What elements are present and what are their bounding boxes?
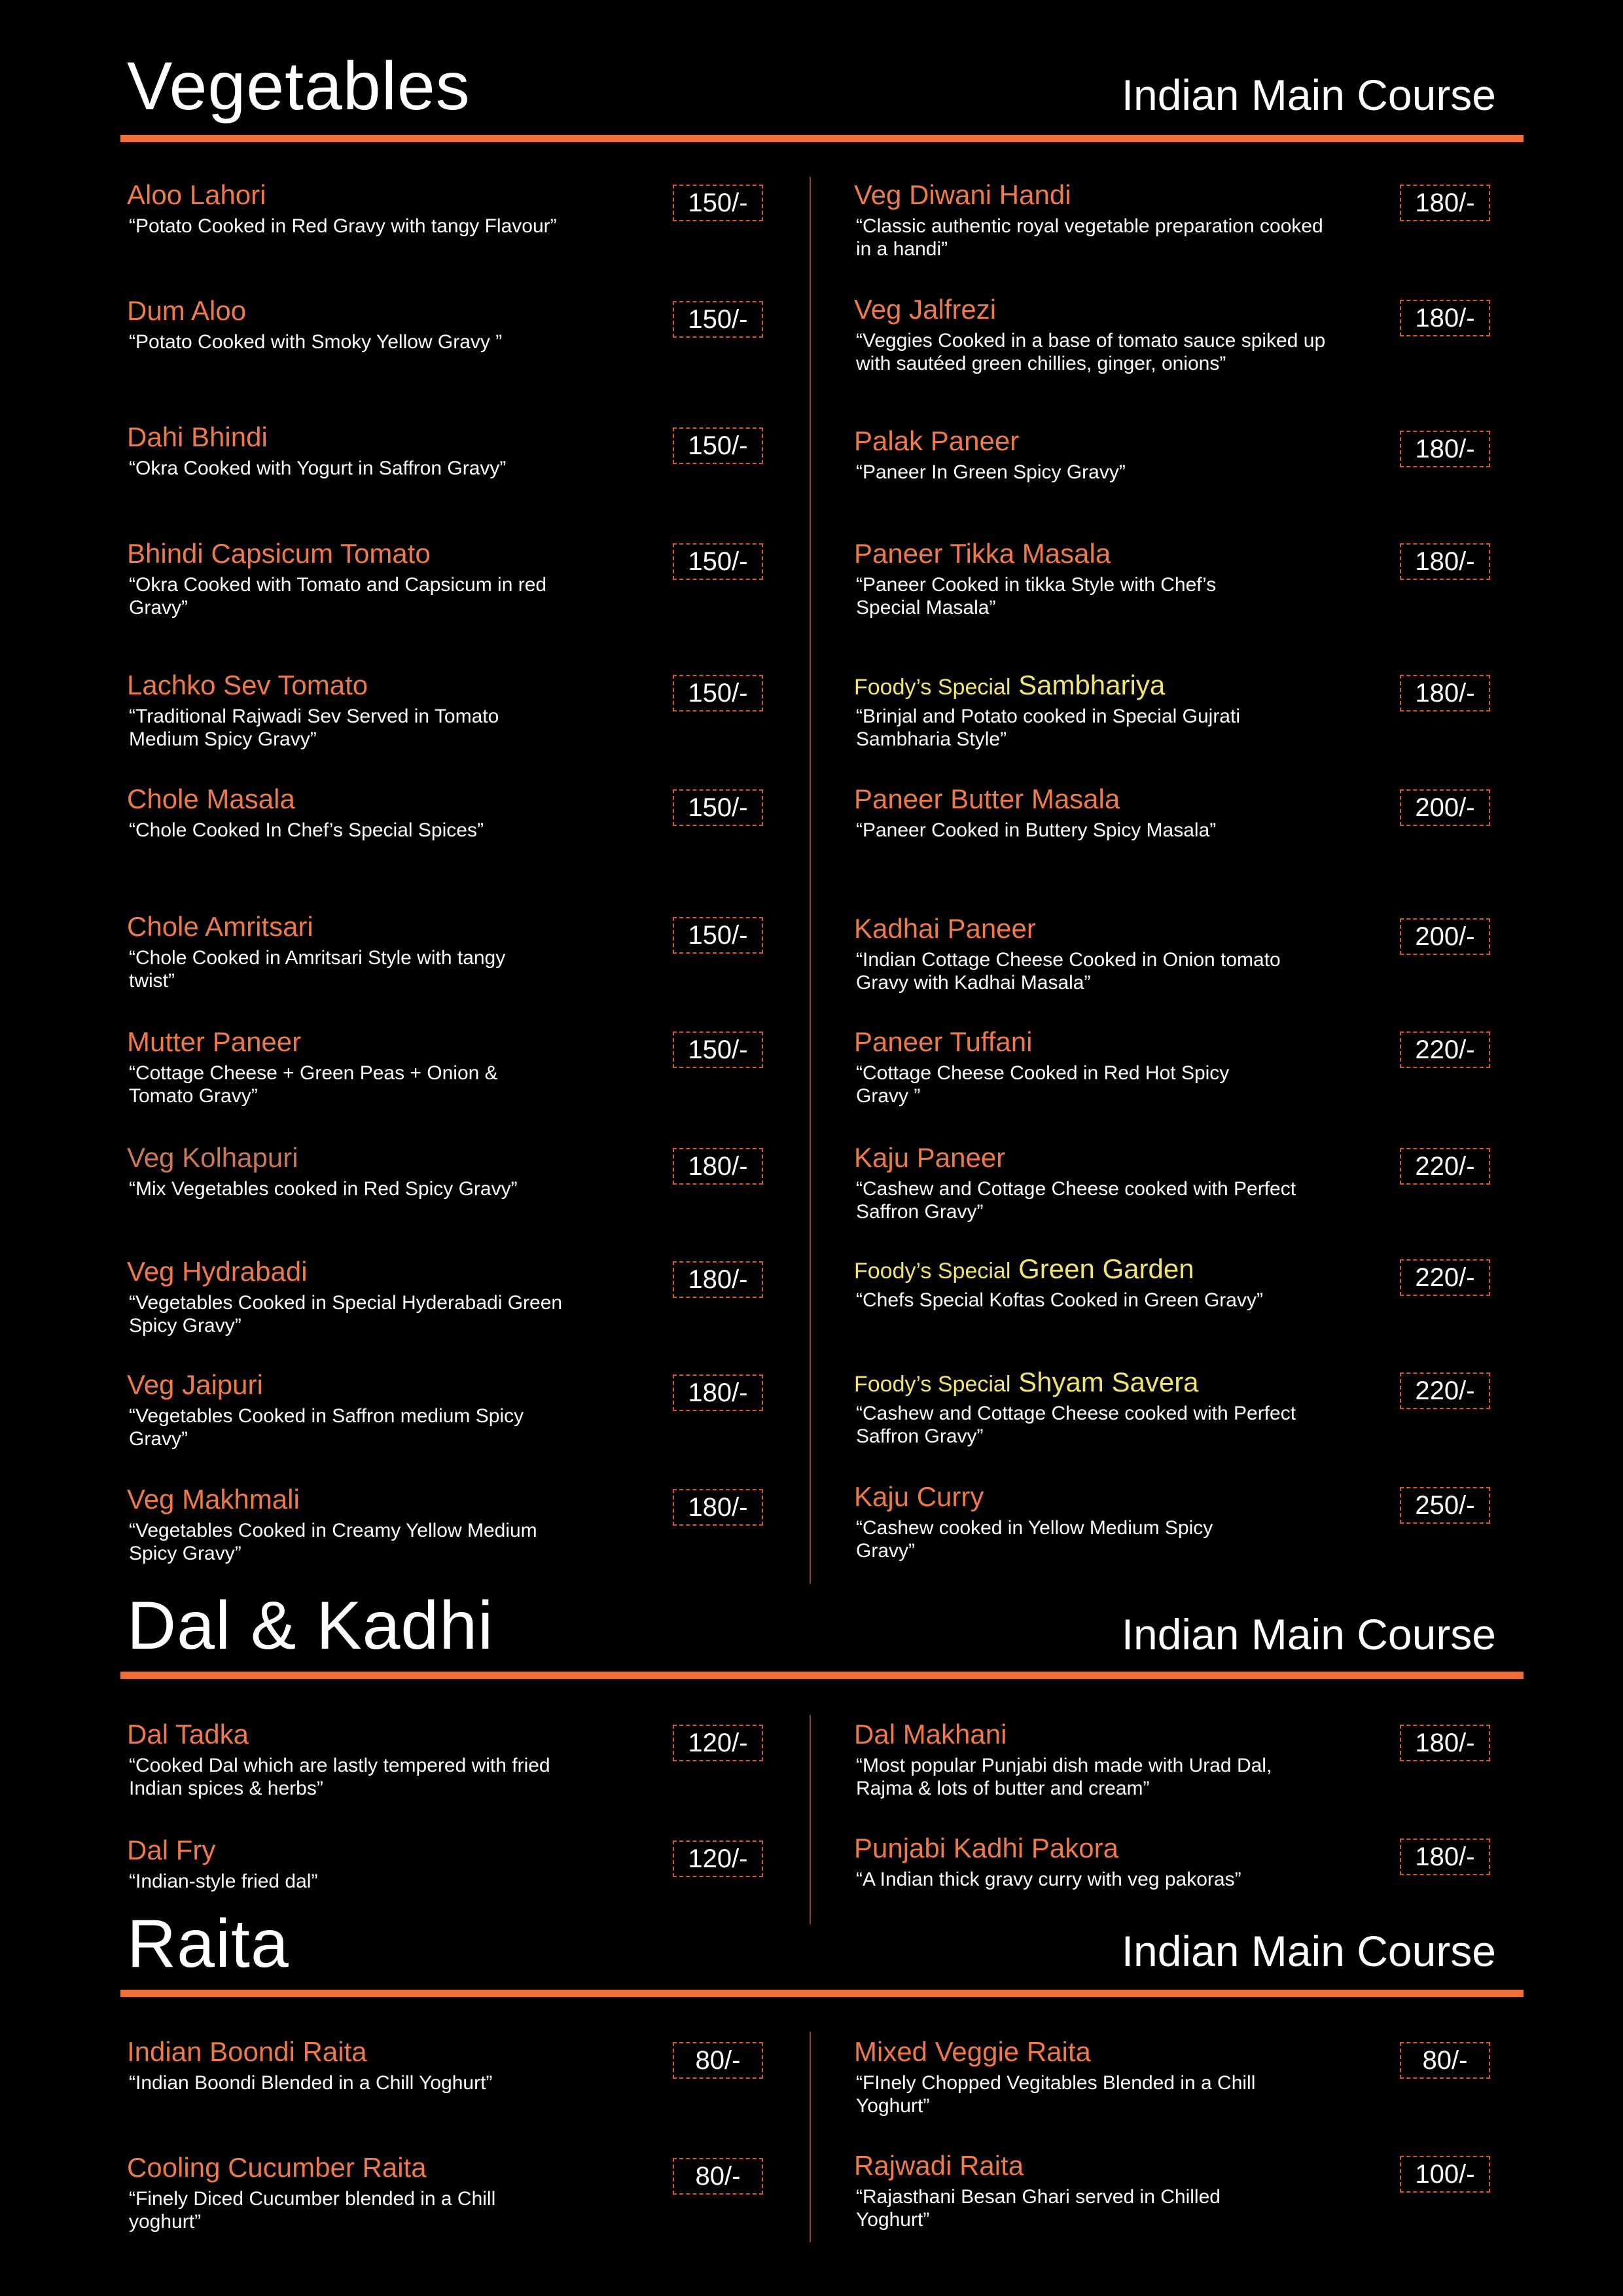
- item-name: Dal Fry: [127, 1835, 216, 1865]
- item-description: “Indian Boondi Blended in a Chill Yoghurt”: [129, 2072, 493, 2094]
- item-name: Mutter Paneer: [127, 1026, 302, 1057]
- section-dal-kadhi-title: Dal & Kadhi: [127, 1588, 494, 1664]
- item-description: “Veggies Cooked in a base of tomato sauce spiked up with sautéed green chillies, ginger, onions”: [856, 330, 1326, 375]
- item-price: 150/-: [673, 185, 763, 221]
- item-description: “Paneer Cooked in tikka Style with Chef’s Special Masala”: [856, 574, 1217, 619]
- item-name: Kaju Curry: [854, 1481, 984, 1512]
- item-description: “Chole Cooked in Amritsari Style with tangy twist”: [129, 947, 506, 992]
- special-name: Shyam Savera: [1018, 1367, 1199, 1397]
- item-price: 180/-: [673, 1261, 763, 1298]
- item-description: “Okra Cooked with Tomato and Capsicum in red Gravy”: [129, 574, 547, 619]
- item-name: Veg Jaipuri: [127, 1369, 263, 1400]
- item-name: Bhindi Capsicum Tomato: [127, 538, 431, 569]
- section-raita-subtitle: Indian Main Course: [1121, 1927, 1496, 1975]
- item-name: Rajwadi Raita: [854, 2150, 1024, 2181]
- section-dal-kadhi-rule: [120, 1672, 1524, 1679]
- item-price: 120/-: [673, 1840, 763, 1877]
- item-price: 220/-: [1400, 1148, 1490, 1185]
- special-name: Green Garden: [1018, 1253, 1194, 1284]
- section-vegetables-title: Vegetables: [127, 48, 471, 124]
- item-description: “Vegetables Cooked in Saffron medium Spicy Gravy”: [129, 1405, 524, 1450]
- item-price: 180/-: [1400, 1725, 1490, 1761]
- item-description: “Potato Cooked in Red Gravy with tangy Flavour”: [129, 215, 557, 238]
- item-name: Mixed Veggie Raita: [854, 2036, 1091, 2067]
- item-name: Dum Aloo: [127, 295, 247, 326]
- item-description: “Rajasthani Besan Ghari served in Chilled Yoghurt”: [856, 2186, 1221, 2231]
- section-vegetables-subtitle: Indian Main Course: [1121, 71, 1496, 119]
- item-name: Paneer Tikka Masala: [854, 538, 1111, 569]
- item-description: “Cashew and Cottage Cheese cooked with Perfect Saffron Gravy”: [856, 1403, 1296, 1448]
- item-description: “Potato Cooked with Smoky Yellow Gravy ”: [129, 331, 503, 353]
- special-prefix: Foody’s Special: [854, 1259, 1011, 1283]
- item-description: “Brinjal and Potato cooked in Special Gujrati Sambharia Style”: [856, 706, 1240, 751]
- item-price: 150/-: [673, 789, 763, 826]
- item-description: “Cottage Cheese + Green Peas + Onion & Tomato Gravy”: [129, 1062, 498, 1107]
- item-price: 150/-: [673, 543, 763, 580]
- item-description: “Finely Diced Cucumber blended in a Chill yoghurt”: [129, 2188, 496, 2233]
- item-name: Aloo Lahori: [127, 179, 266, 210]
- item-price: 180/-: [1400, 675, 1490, 711]
- item-description: “Cooked Dal which are lastly tempered with fried Indian spices & herbs”: [129, 1755, 550, 1800]
- section-dal-kadhi-subtitle: Indian Main Course: [1121, 1610, 1496, 1659]
- section-raita-title: Raita: [127, 1906, 289, 1982]
- item-description: “Most popular Punjabi dish made with Urad Dal, Rajma & lots of butter and cream”: [856, 1755, 1272, 1800]
- item-name: Palak Paneer: [854, 425, 1020, 456]
- item-description: “Indian-style fried dal”: [129, 1871, 318, 1893]
- item-name: Dal Tadka: [127, 1719, 249, 1749]
- item-description: “A Indian thick gravy curry with veg pakoras”: [856, 1869, 1241, 1891]
- item-price: 180/-: [1400, 185, 1490, 221]
- item-description: “FInely Chopped Vegitables Blended in a Chill Yoghurt”: [856, 2072, 1256, 2117]
- item-description: “Paneer Cooked in Buttery Spicy Masala”: [856, 819, 1217, 842]
- item-name: Veg Makhmali: [127, 1484, 300, 1515]
- item-name: Dahi Bhindi: [127, 422, 268, 452]
- item-price: 150/-: [673, 1031, 763, 1068]
- special-name: Sambhariya: [1018, 670, 1166, 700]
- item-price: 220/-: [1400, 1372, 1490, 1409]
- item-name: Veg Jalfrezi: [854, 294, 997, 325]
- special-prefix: Foody’s Special: [854, 1372, 1011, 1397]
- column-divider: [810, 177, 811, 1584]
- column-divider: [810, 2032, 811, 2242]
- item-name: Paneer Butter Masala: [854, 783, 1120, 814]
- item-price: 150/-: [673, 675, 763, 711]
- item-price: 150/-: [673, 427, 763, 464]
- item-price: 80/-: [673, 2158, 763, 2195]
- item-description: “Indian Cottage Cheese Cooked in Onion tomato Gravy with Kadhai Masala”: [856, 949, 1281, 994]
- item-description: “Chefs Special Koftas Cooked in Green Gravy”: [856, 1289, 1263, 1312]
- item-name: Kaju Paneer: [854, 1142, 1006, 1173]
- item-price: 200/-: [1400, 918, 1490, 955]
- item-price: 80/-: [1400, 2042, 1490, 2079]
- item-price: 220/-: [1400, 1031, 1490, 1068]
- item-name: Indian Boondi Raita: [127, 2036, 367, 2067]
- item-price: 120/-: [673, 1725, 763, 1761]
- item-description: “Cottage Cheese Cooked in Red Hot Spicy Gravy ”: [856, 1062, 1230, 1107]
- item-name: Punjabi Kadhi Pakora: [854, 1833, 1118, 1863]
- item-price: 150/-: [673, 301, 763, 338]
- item-price: 250/-: [1400, 1487, 1490, 1524]
- item-description: “Vegetables Cooked in Special Hyderabadi Green Spicy Gravy”: [129, 1292, 563, 1337]
- item-name: Chole Masala: [127, 783, 295, 814]
- item-price: 180/-: [673, 1374, 763, 1411]
- item-description: “Mix Vegetables cooked in Red Spicy Gravy”: [129, 1178, 518, 1200]
- item-price: 180/-: [1400, 1839, 1490, 1875]
- item-name: Dal Makhani: [854, 1719, 1007, 1749]
- item-price: 180/-: [673, 1489, 763, 1526]
- column-divider: [810, 1715, 811, 1924]
- item-description: “Paneer In Green Spicy Gravy”: [856, 461, 1126, 484]
- item-price: 150/-: [673, 917, 763, 954]
- item-name: Chole Amritsari: [127, 911, 313, 942]
- item-description: “Chole Cooked In Chef’s Special Spices”: [129, 819, 484, 842]
- item-name: Veg Kolhapuri: [127, 1142, 298, 1173]
- item-name: Paneer Tuffani: [854, 1026, 1033, 1057]
- item-description: “Vegetables Cooked in Creamy Yellow Medium Spicy Gravy”: [129, 1520, 537, 1565]
- item-description: “Cashew and Cottage Cheese cooked with Perfect Saffron Gravy”: [856, 1178, 1296, 1223]
- item-description: “Cashew cooked in Yellow Medium Spicy Gravy”: [856, 1517, 1213, 1562]
- item-name: Veg Hydrabadi: [127, 1256, 308, 1287]
- section-vegetables-rule: [120, 135, 1524, 142]
- item-price: 80/-: [673, 2042, 763, 2079]
- item-price: 180/-: [1400, 300, 1490, 336]
- item-description: “Okra Cooked with Yogurt in Saffron Gravy”: [129, 457, 507, 480]
- item-price: 180/-: [1400, 543, 1490, 580]
- item-name: Cooling Cucumber Raita: [127, 2152, 427, 2183]
- item-price: 200/-: [1400, 789, 1490, 826]
- item-description: “Classic authentic royal vegetable preparation cooked in a handi”: [856, 215, 1323, 260]
- special-prefix: Foody’s Special: [854, 675, 1011, 700]
- item-price: 180/-: [1400, 431, 1490, 467]
- item-name: Veg Diwani Handi: [854, 179, 1071, 210]
- item-name: Kadhai Paneer: [854, 913, 1036, 944]
- item-name: Lachko Sev Tomato: [127, 670, 368, 700]
- item-description: “Traditional Rajwadi Sev Served in Tomato Medium Spicy Gravy”: [129, 706, 499, 751]
- item-price: 100/-: [1400, 2156, 1490, 2193]
- item-price: 180/-: [673, 1148, 763, 1185]
- section-raita-rule: [120, 1990, 1524, 1997]
- item-price: 220/-: [1400, 1259, 1490, 1296]
